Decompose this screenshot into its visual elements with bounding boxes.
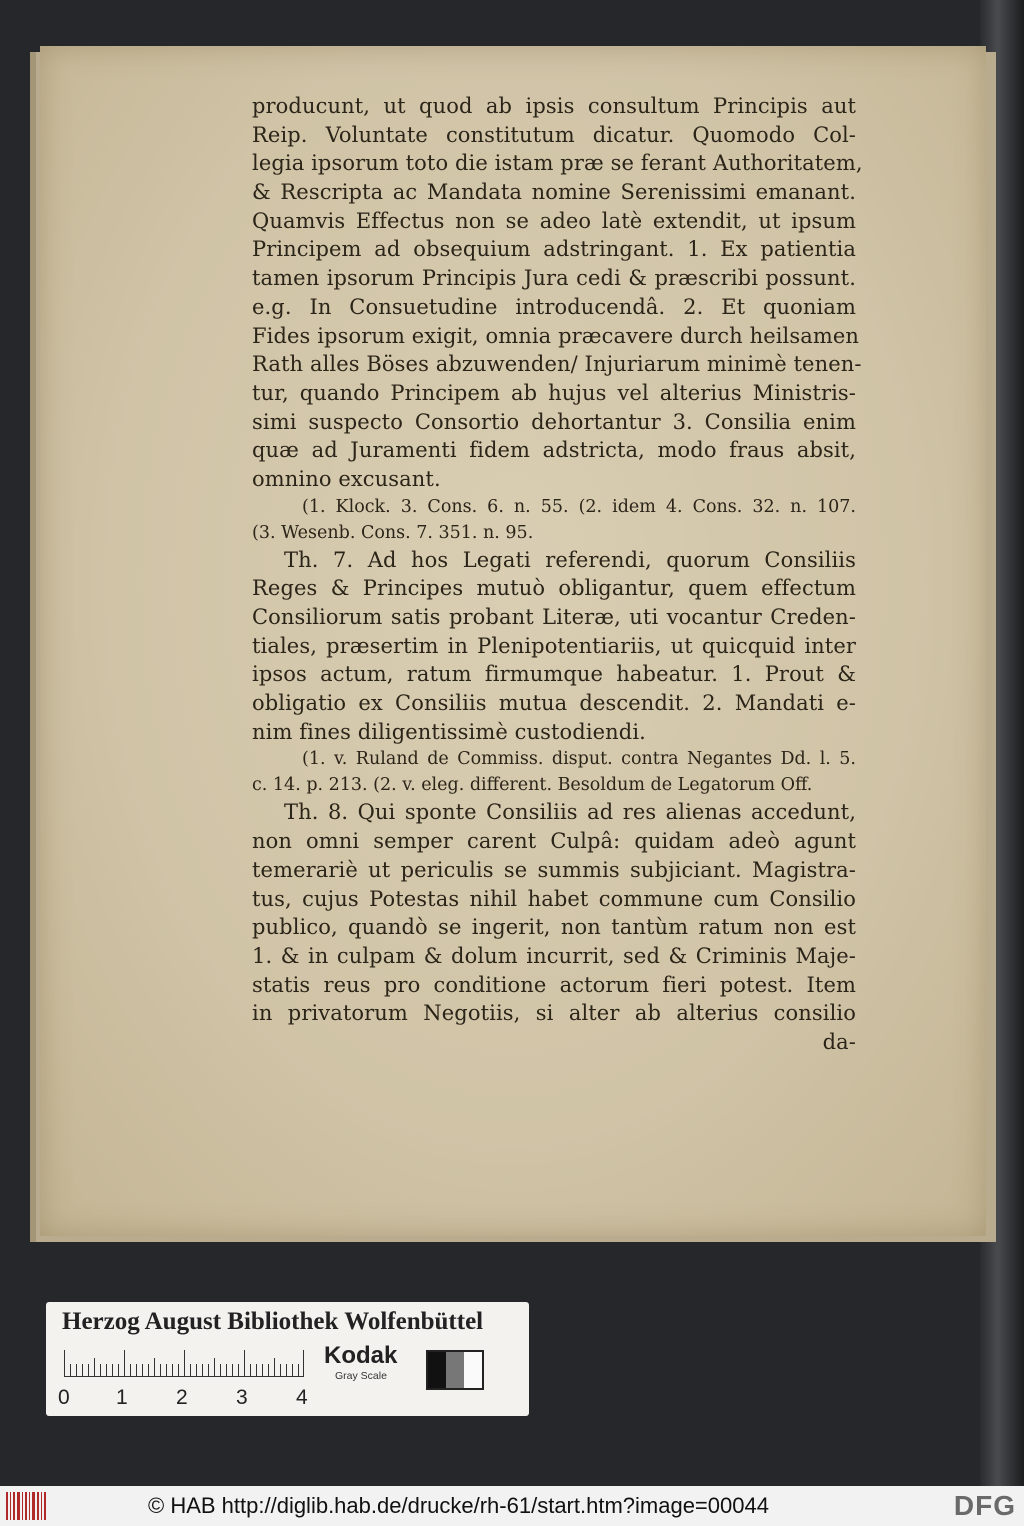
text-line: omnino excusant.	[252, 466, 441, 491]
page-text	[252, 92, 863, 1057]
thesis-8-line: in privatorum Negotiis, si alter ab alterius consilio	[252, 1001, 856, 1026]
footer-bar	[0, 1486, 1024, 1526]
thesis-8-line: non omni semper carent Culpâ: quidam adeò agunt	[252, 829, 856, 854]
thesis-7-line: Consiliorum satis probant Literæ, uti vocantur Creden-	[252, 605, 856, 629]
institution-label: Herzog August Bibliothek Wolfenbüttel	[62, 1308, 484, 1335]
text-line: Quamvis Effectus non se adeo latè extendit, ut ipsum	[252, 208, 856, 233]
dfg-logo: DFG	[953, 1490, 1016, 1521]
footnote-line: (1. v. Ruland de Commiss. disput. contra Negantes Dd. l. 5.	[302, 749, 856, 770]
text-line: Principem ad obsequium adstringant. 1. Ex patientia	[252, 237, 856, 262]
thesis-7-line: Reges & Principes mutuò obligantur, quem effectum	[252, 576, 856, 601]
thesis-8-line: statis reus pro conditione actorum fieri potest. Item	[252, 972, 856, 997]
thesis-7-line: nim fines diligentissimè custodiendi.	[252, 719, 646, 744]
thesis-8-line: temerariè ut periculis se summis subjiciant. Magistra-	[252, 857, 856, 882]
catchword: da-	[822, 1029, 856, 1054]
text-line: simi suspecto Consortio dehortantur 3. Consilia enim	[252, 409, 856, 434]
scale-number: 0	[58, 1386, 70, 1409]
text-line: e.g. In Consuetudine introducendâ. 2. Et quoniam	[252, 294, 856, 319]
gray-swatches	[426, 1350, 484, 1390]
scale-number: 1	[116, 1386, 128, 1409]
text-line: tur, quando Principem ab hujus vel alterius Ministris-	[252, 380, 856, 405]
text-line: legia ipsorum toto die istam præ se ferant Authoritatem,	[252, 151, 863, 176]
thesis-7-line: Th. 7. Ad hos Legati referendi, quorum Consiliis	[284, 547, 856, 572]
scale-number: 3	[236, 1386, 248, 1409]
text-line: & Rescripta ac Mandata nomine Serenissimi emanant.	[252, 180, 856, 205]
footnote-line: c. 14. p. 213. (2. v. eleg. different. Besoldum de Legatorum Off.	[252, 775, 813, 796]
barcode-icon	[6, 1492, 46, 1520]
kodak-logo: Kodak	[324, 1342, 398, 1369]
text-line: Reip. Voluntate constitutum dicatur. Quomodo Col-	[252, 122, 856, 147]
thesis-8-line: Th. 8. Qui sponte Consiliis ad res alienas accedunt,	[284, 800, 856, 825]
thesis-7-line: tiales, præsertim in Plenipotentiariis, ut quicquid inter	[252, 633, 856, 658]
thesis-8-line: tus, cujus Potestas nihil habet commune cum Consilio	[252, 886, 856, 911]
scale-numbers	[58, 1386, 318, 1412]
footnote-line: (3. Wesenb. Cons. 7. 351. n. 95.	[252, 522, 534, 543]
text-line: producunt, ut quod ab ipsis consultum Principis aut	[252, 94, 856, 118]
text-line: Fides ipsorum exigit, omnia præcavere durch heilsamen	[252, 323, 860, 348]
gray-scale-label: Gray Scale	[335, 1370, 387, 1382]
text-line: quæ ad Juramenti fidem adstricta, modo fraus absit,	[252, 438, 856, 463]
source-link[interactable]: © HAB http://diglib.hab.de/drucke/rh-61/start.htm?image=00044	[148, 1493, 769, 1518]
scale-ruler	[64, 1350, 304, 1377]
scale-number: 2	[176, 1386, 188, 1409]
text-line: Rath alles Böses abzuwenden/ Injuriarum minimè tenen-	[252, 352, 862, 377]
thesis-8-line: 1. & in culpam & dolum incurrit, sed & Criminis Maje-	[252, 943, 856, 968]
color-reference-card	[46, 1302, 529, 1416]
thesis-8-line: publico, quandò se ingerit, non tantùm ratum non est	[252, 915, 856, 940]
scale-number: 4	[296, 1386, 308, 1409]
thesis-7-line: obligatio ex Consiliis mutua descendit. 2. Mandati e-	[252, 691, 856, 716]
footnote-line: (1. Klock. 3. Cons. 6. n. 55. (2. idem 4. Cons. 32. n. 107.	[302, 496, 856, 517]
thesis-7-line: ipsos actum, ratum firmumque habeatur. 1. Prout &	[252, 662, 856, 687]
text-line: tamen ipsorum Principis Jura cedi & præscribi possunt.	[252, 266, 856, 291]
